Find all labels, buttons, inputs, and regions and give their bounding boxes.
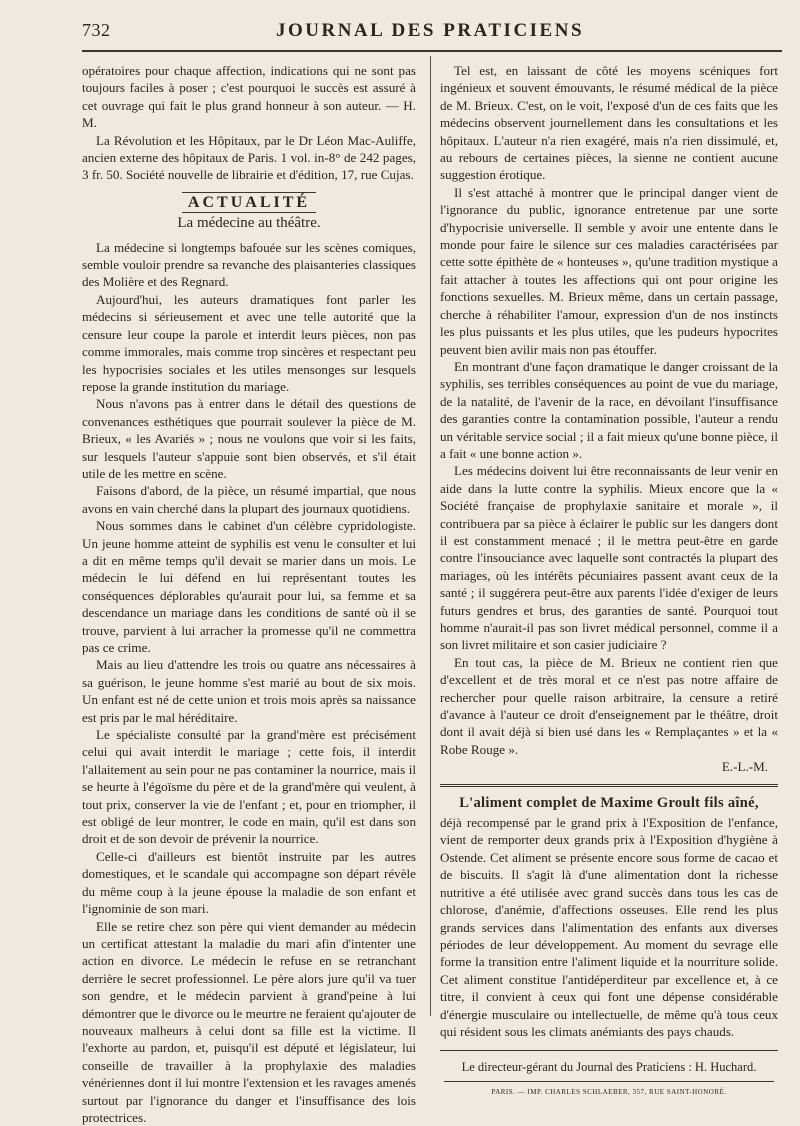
paragraph: Il s'est attaché à montrer que le principal danger vient de l'ignorance du public, ignorance entretenue par une sorte d'hypocrisie universelle. Il semble y avoir une entente dans le monde pour faire le silence sur ces maladies caractérisées par cette sotte épithète de « honteuses », qu'une tradition mystique a fait attacher à toutes les affections qui ont pour origine les fonctions sexuelles. M. Brieux même, dans un certain passage, cherche à réhabiliter l'amour, expression d'un de nos instincts les plus puissants et les plus utiles, que les pudeurs hypocrites peuvent bien avilir mais non pas étouffer. xyxy=(440,184,778,358)
paragraph: Elle se retire chez son père qui vient demander au médecin un certificat attestant la maladie du mari afin d'intenter une action en divorce. Le médecin le refuse en se retranchant derrière le secret professionnel. Le père alors jure qu'il va tuer son gendre, et le médecin parvient à grand'peine à lui démontrer que le divorce ou le meurtre ne feraient qu'ajouter de nouveaux malheurs à celui dont sa fille est la victime. Il l'exhorte au pardon, et, puisqu'il est député et législateur, lui conseille de travailler à la prophylaxie des maladies vénériennes dont il lui montre l'extension et les ravages amenés surtout par l'ignorance du danger et l'insuffisance des lois protectrices. xyxy=(82,918,416,1126)
paragraph: Nous n'avons pas à entrer dans le détail des questions de convenances esthétiques que pourrait soulever la pièce de M. Brieux, « les Avariés » ; nous ne voulons que voir si les faits, sur lesquels l'auteur s'appuie sont bien observés, et s'il était utile de les mettre en scène. xyxy=(82,395,416,482)
left-column xyxy=(82,62,416,1126)
article-title: La médecine au théâtre. xyxy=(82,215,416,232)
paragraph: En tout cas, la pièce de M. Brieux ne contient rien que d'excellent et de très moral et ce n'est pas notre affaire de rechercher pour quelle raison arbitraire, la censure a retiré d'avance à l'auteur ce droit d'enseignement par le théâtre, droit dont il avait déjà si bien usé dans les « Remplaçantes » et la « Robe Rouge ». xyxy=(440,654,778,758)
director-line: Le directeur-gérant du Journal des Praticiens : H. Huchard. xyxy=(440,1059,778,1076)
paragraph: Faisons d'abord, de la pièce, un résumé impartial, que nous avons en vain cherché dans la plupart des journaux quotidiens. xyxy=(82,482,416,517)
aliment-text: déjà recompensé par le grand prix à l'Exposition de l'enfance, vient de remporter deux grands prix à l'Exposition d'hygiène à Ostende. Cet aliment se présente encore sous forme de cacao et de biscuits. Il s'agit là d'une alimentation dont la richesse nutritive a été utilisée avec grand succès dans tous les cas de chlorose, d'anémie, d'affections osseuses. Elle rend les plus grands services dans l'alimentation des enfants aux diverses périodes de leur développement. Au moment du sevrage elle forme la transition entre l'aliment liquide et la nourriture solide. Cet aliment constitue l'antidéperditeur par excellence et, à ce titre, il convient à ceux qui font une dépense considérable d'énergie musculaire ou intellectuelle, de même qu'à tous ceux qui résident sous les climats anémiants des pays chauds. xyxy=(440,814,778,1040)
printer-rule xyxy=(444,1081,774,1082)
header-rule xyxy=(82,50,782,52)
page-number: 732 xyxy=(82,20,111,41)
section-heading-text: ACTUALITÉ xyxy=(182,192,316,213)
printer-line: PARIS. — IMP. CHARLES SCHLAEBER, 357, RUE SAINT-HONORÉ. xyxy=(440,1084,778,1101)
paragraph: En montrant d'une façon dramatique le danger croissant de la syphilis, ses terribles conséquences au point de vue du mariage, de la natalité, de l'avenir de la race, en dévoilant l'insuffisance des garanties contre la contamination possible, l'auteur a rendu un véritable service social ; il a fait mieux qu'une bonne pièce, il a fait « une bonne action ». xyxy=(440,358,778,462)
section-heading xyxy=(82,194,416,211)
book-notice: La Révolution et les Hôpitaux, par le Dr Léon Mac-Auliffe, ancien externe des hôpitaux de Paris. 1 vol. in-8° de 242 pages, 3 fr. 50. Société nouvelle de librairie et d'édition, 17, rue Cujas. xyxy=(82,132,416,184)
paragraph: Aujourd'hui, les auteurs dramatiques font parler les médecins si sérieusement et avec une telle autorité que la censure leur coupe la parole et interdit leurs pièces, non pas comme immorales, mais comme trop sincères et respectant peu les hypocrisies sociales et les utiles mensonges sur lesquels repose la grande institution du mariage. xyxy=(82,291,416,395)
page-header xyxy=(82,18,778,48)
footer-rule xyxy=(440,1050,778,1051)
article-signature: E.-L.-M. xyxy=(440,758,768,775)
paragraph: Le spécialiste consulté par la grand'mère est précisément celui qui avait interdit le mariage ; cette fois, il interdit l'allaitement au sein pour ne pas contaminer la nourrice, mais il se heurte à l'égoïsme du père et de la grand'mère qui veulent, à tout prix, conserver la vie de l'enfant ; et, pour en triompher, il est obligé de leur montrer, le code en main, qu'il est dans son droit et de son devoir de prévenir la nourrice. xyxy=(82,726,416,848)
paragraph: Mais au lieu d'attendre les trois ou quatre ans nécessaires à sa guérison, le jeune homme s'est marié au bout de six mois. Un enfant est né de cette union et trois mois après sa naissance est pris par le mal héréditaire. xyxy=(82,656,416,726)
paragraph: Tel est, en laissant de côté les moyens scéniques fort ingénieux et souvent émouvants, le résumé médical de la pièce de M. Brieux. C'est, on le voit, l'exposé d'un de ces faits que les médecins observent journellement dans les consultations et les hôpitaux. L'auteur n'a rien exagéré, mais n'a rien dissimulé, et, au rebours de certaines pièces, la sienne ne contient aucune suggestion érotique. xyxy=(440,62,778,184)
right-column xyxy=(440,62,778,1101)
journal-title: JOURNAL DES PRATICIENS xyxy=(82,20,778,42)
review-ending: opératoires pour chaque affection, indications qui ne sont pas toujours faciles à poser ; c'est pourquoi le succès est assuré à cet ouvrage qui fait le plus grand honneur à son auteur. — H. M. xyxy=(82,62,416,132)
paragraph: Celle-ci d'ailleurs est bientôt instruite par les autres domestiques, et le scandale qui accompagne son départ révèle du même coup à la jeune épouse la maladie de son enfant et l'ignominie de son mari. xyxy=(82,848,416,918)
section-rule xyxy=(440,784,778,787)
column-divider xyxy=(430,56,431,1016)
paragraph: La médecine si longtemps bafouée sur les scènes comiques, semble vouloir prendre sa revanche des plaisanteries classiques des Molière et des Regnard. xyxy=(82,239,416,291)
paragraph: Nous sommes dans le cabinet d'un célèbre cypridologiste. Un jeune homme atteint de syphilis est venu le consulter et lui a dit en même temps qu'il devait se marier dans un mois. Le médecin le lui défend en lui représentant toutes les conséquences déplorables qu'aurait pour lui, sa femme et sa descendance un mariage dans les conditions de santé où il se trouve, parvient à lui arracher la promesse qu'il ne commettra pas ce crime. xyxy=(82,517,416,656)
aliment-title: L'aliment complet de Maxime Groult fils aîné, xyxy=(440,795,778,812)
paragraph: Les médecins doivent lui être reconnaissants de leur venir en aide dans la lutte contre la syphilis. Mieux encore que la « Société française de prophylaxie sanitaire et morale », il contribuera par sa pièce à éclairer le public sur les dangers dont il est constamment menacé ; il le mettra peut-être en garde contre l'insouciance avec laquelle sont contractés la plupart des mariages, où les intérêts pécuniaires passent avant ceux de la santé ; il suggérera peut-être aux parents l'idée d'exiger de leurs futurs gendres et brus, des garanties de santé. Pourquoi tout homme n'aurait-il pas son livret médical personnel, comme il a son livret militaire et son casier judiciaire ? xyxy=(440,462,778,653)
